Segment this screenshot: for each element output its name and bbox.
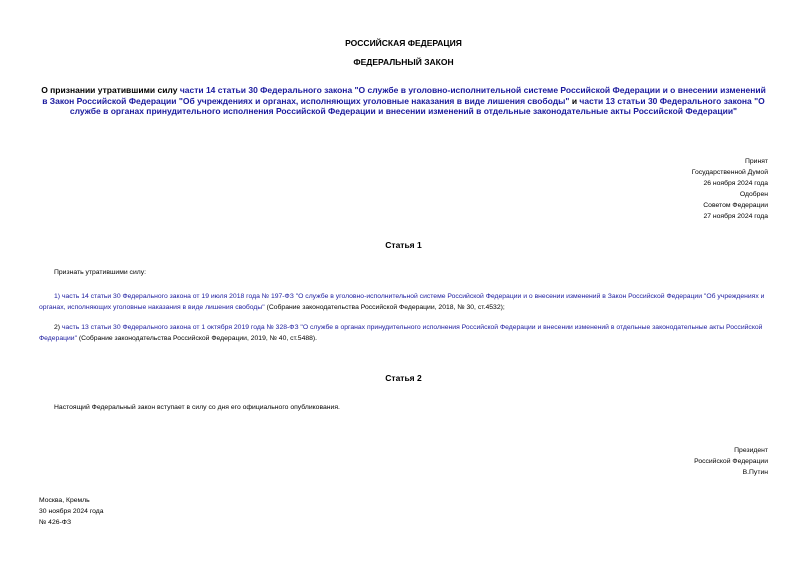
country-heading: РОССИЙСКАЯ ФЕДЕРАЦИЯ <box>345 38 462 48</box>
footer-place: Москва, Кремль <box>39 497 90 504</box>
footer-number: № 426-ФЗ <box>39 519 72 526</box>
adoption-line: 26 ноября 2024 года <box>703 180 768 187</box>
item-2-source: (Собрание законодательства Российской Федерации, 2019, № 40, ст.5488). <box>77 335 318 342</box>
article-1-item-2 <box>39 322 768 344</box>
article-1-intro: Признать утратившими силу: <box>54 269 147 276</box>
item-1-link[interactable]: часть 14 статьи 30 Федерального закона от 19 июля 2018 года № 197-ФЗ "О службе в уголовно-исполнительной системе Российской Федерации и о внесении изменений в Закон Российской Федерации "Об учреждениях и органах, исполняющих уголовные наказания в виде лишения свободы" <box>39 293 765 311</box>
footer-block <box>39 495 104 528</box>
footer-date: 30 ноября 2024 года <box>39 508 104 515</box>
signature-line: Российской Федерации <box>694 458 768 465</box>
title-link-1[interactable]: части 14 статьи 30 Федерального закона "О службе в уголовно-исполнительной системе Российской Федерации и о внесении изменений в Закон Российской Федерации "Об учреждениях и органах, исполняющих уголовные наказания в виде лишения свободы" <box>42 85 766 106</box>
article-2-text: Настоящий Федеральный закон вступает в силу со дня его официального опубликования. <box>54 404 340 411</box>
item-2-number: 2) <box>54 324 62 331</box>
adoption-line: Советом Федерации <box>703 202 768 209</box>
signature-block <box>694 445 768 478</box>
title-link-2[interactable]: части 13 статьи 30 Федерального закона "О службе в органах принудительного исполнения Российской Федерации и внесении изменений в отдельные законодательные акты Российской Федерации" <box>69 95 765 116</box>
item-1-number: 1) <box>54 293 62 300</box>
title-middle: и <box>569 95 580 106</box>
doc-type-heading: ФЕДЕРАЛЬНЫЙ ЗАКОН <box>353 57 454 67</box>
item-1-source: (Собрание законодательства Российской Федерации, 2018, № 30, ст.4532); <box>264 304 505 311</box>
title-prefix: О признании утратившими силу <box>41 85 180 95</box>
article-1-item-1 <box>39 291 768 313</box>
adoption-line: Государственной Думой <box>691 169 768 176</box>
article-2-heading: Статья 2 <box>385 373 422 383</box>
adoption-line: Принят <box>744 158 768 165</box>
item-2-link[interactable]: часть 13 статьи 30 Федерального закона от 1 октября 2019 года № 328-ФЗ "О службе в органах принудительного исполнения Российской Федерации и внесении изменений в отдельные законодательные акты Российской Федерации" <box>39 324 763 342</box>
law-title <box>40 85 767 117</box>
signature-line: Президент <box>734 447 768 454</box>
article-1-heading: Статья 1 <box>385 240 422 250</box>
adoption-line: 27 ноября 2024 года <box>703 213 768 220</box>
adoption-line: Одобрен <box>739 191 768 198</box>
signature-line: В.Путин <box>742 469 768 476</box>
adoption-block <box>692 156 768 222</box>
